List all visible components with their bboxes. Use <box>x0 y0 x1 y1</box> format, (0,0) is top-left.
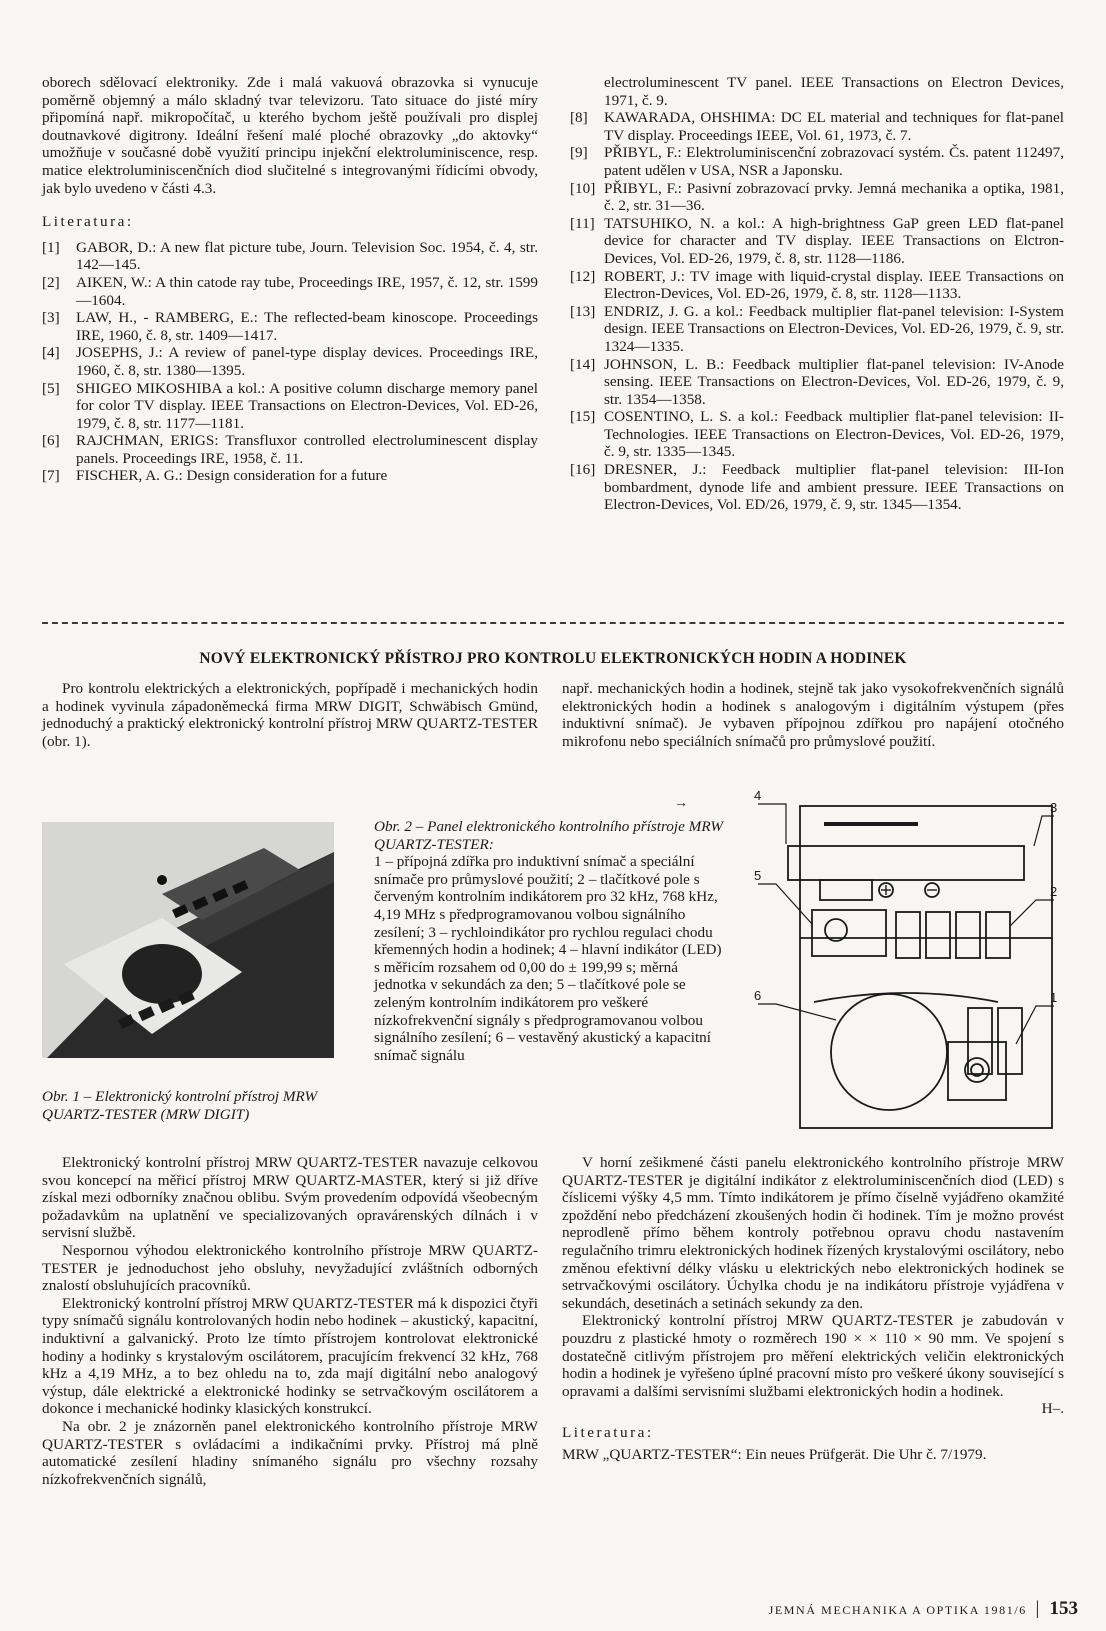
reference-item <box>570 408 1064 461</box>
literature-heading-2: Literatura: <box>562 1423 654 1441</box>
reference-item <box>42 344 538 379</box>
reference-item <box>570 109 1064 144</box>
body-paragraph: Elektronický kontrolní přístroj MRW QUARTZ-TESTER je zabudován v pouzdru z plastické hmoty o rozměrech 190 × × 110 × 90 mm. Ve spojení s dostatečně citlivým přístrojem pro měření elektrických veličin elektronických hodin a hodinek je vyřešeno úplné pracovní místo pro veškeré úkony související s opravami a dalšími servisními službami elektronických hodin a hodinek. <box>562 1312 1064 1400</box>
reference-number: [10] <box>570 179 596 197</box>
reference-item <box>570 144 1064 179</box>
figure-1-caption: Obr. 1 – Elektronický kontrolní přístroj MRW QUARTZ-TESTER (MRW DIGIT) <box>42 1088 318 1123</box>
device-photo <box>42 822 334 1058</box>
reference-item <box>570 268 1064 303</box>
reference-text: DRESNER, J.: Feedback multiplier flat-panel television: III-Ion bombardment, dynode life and ambient pressure. IEEE Transactions on Electron-Devices, Vol. ED/26, 1979, č. 9, str. 1345—1354. <box>604 461 1064 514</box>
reference-item <box>570 356 1064 409</box>
figure-2-caption <box>374 818 724 1064</box>
literature-entry: MRW „QUARTZ-TESTER“: Ein neues Prüfgerät. Die Uhr č. 7/1979. <box>562 1445 987 1463</box>
reference-item <box>42 239 538 274</box>
reference-text: PŘIBYL, F.: Elektroluminiscenční zobrazovací systém. Čs. patent 112497, patent udělen v USA, NSR a Japonsku. <box>604 144 1064 179</box>
reference-text: JOHNSON, L. B.: Feedback multiplier flat-panel television: IV-Anode sensing. IEEE Transactions on Electron-Devices, Vol. ED-26, 1979, č. 9, str. 1354—1358. <box>604 355 1064 408</box>
label-3: 3 <box>1050 800 1058 815</box>
body-paragraph: Na obr. 2 je znázorněn panel elektronického kontrolního přístroje MRW QUARTZ-TESTER s ovládacími a indikačními prvky. Přístroj má plně automatické zesílení hladiny snímaného signálu pro všechny rozsahy nízkofrekvenčních signálů, <box>42 1417 538 1488</box>
leader-6 <box>758 1004 836 1020</box>
label-6: 6 <box>754 988 762 1003</box>
reference-number: [14] <box>570 355 596 373</box>
leader-3 <box>1034 816 1054 846</box>
page-footer <box>769 1598 1078 1620</box>
leader-4 <box>758 804 786 844</box>
reference-item <box>42 380 538 433</box>
reference-item <box>42 274 538 309</box>
intro-left-paragraph: Pro kontrolu elektrických a elektronických, popřípadě i mechanických hodin a hodinek vyvinula západoněmecká firma MRW DIGIT, Schwäbisch Gmünd, jednoduchý a praktický elektronický kontrolní přístroj MRW QUARTZ-TESTER (obr. 1). <box>42 680 538 750</box>
quartz-tester-photo <box>42 822 334 1058</box>
reference-item <box>570 461 1064 514</box>
intro-paragraph: oborech sdělovací elektroniky. Zde i malá vakuová obrazovka si vynucuje poměrně objemný a málo skladný tvar televizoru. Tato situace do jisté míry připomíná např. mikropočítač, u kterého bychom ještě používali pro displej doutnavkové digitrony. Ideální řešení malé ploché obrazovky „do aktovky“ umožňuje v současné době využití principu injekční elektroluminiscence, resp. matice elektroluminiscenčních diod slučitelné s integrovanými řídicími obvody, jak bylo uvedeno v části 4.3. <box>42 74 538 197</box>
section-divider <box>42 622 1064 624</box>
reference-number: [12] <box>570 267 596 285</box>
top-right-column <box>570 74 1064 514</box>
reference-continuation: electroluminescent TV panel. IEEE Transactions on Electron Devices, 1971, č. 9. <box>604 74 1064 109</box>
reference-text: TATSUHIKO, N. a kol.: A high-brightness GaP green LED flat-panel device for character and TV display. IEEE Transactions on Elctron-Devices, Vol. ED-26, 1979, č. 8, str. 1128—1186. <box>604 214 1064 267</box>
intro-left <box>42 680 538 750</box>
figure-2-caption-title: Obr. 2 – Panel elektronického kontrolního přístroje MRW QUARTZ-TESTER: <box>374 818 723 853</box>
top-left-column <box>42 74 538 485</box>
quick-indicator <box>820 880 872 900</box>
reference-number: [6] <box>42 432 60 450</box>
reference-item <box>42 309 538 344</box>
body-paragraph: V horní zešikmené části panelu elektronického kontrolního přístroje MRW QUARTZ-TESTER je digitální indikátor z elektroluminiscenčních diod (LED) s číslicemi výšky 4,5 mm. Tímto indikátorem je přímo číselně vyjádřeno okamžité zpoždění nebo předcházení zkoušených hodin či hodinek. Tím je možno provést neprodleně přímo během kontroly potřebnou opravu chodu nastavením regulačního trimru elektronických hodinek řízených krystalovými oscilátory, nebo změnou efektivní délky vlásku u elektrických nebo elektronických hodinek se setrvačkovými oscilátory. Úchylka chodu je na indikátoru přístroje vyjádřena v sekundách, desetinách a setinách sekundy za den. <box>562 1154 1064 1312</box>
panel-diagram <box>754 788 1064 1134</box>
reference-number: [16] <box>570 461 596 479</box>
reference-text: LAW, H., - RAMBERG, E.: The reflected-beam kinoscope. Proceedings IRE, 1960, č. 8, str. 1409—1417. <box>76 309 538 344</box>
acoustic-sensor <box>831 994 947 1110</box>
label-4: 4 <box>754 788 762 803</box>
author-mark: H–. <box>1041 1400 1064 1418</box>
reference-item <box>42 467 538 485</box>
literature-heading: Literatura: <box>42 213 134 231</box>
reference-number: [1] <box>42 238 60 256</box>
reference-text: PŘIBYL, F.: Pasivní zobrazovací prvky. Jemná mechanika a optika, 1981, č. 2, str. 31—36. <box>604 179 1064 215</box>
reference-number: [9] <box>570 144 588 162</box>
page-number: 153 <box>1049 1598 1078 1619</box>
reference-number: [15] <box>570 408 596 426</box>
reference-number: [11] <box>570 214 595 232</box>
label-5: 5 <box>754 868 762 883</box>
body-paragraph: Nespornou výhodou elektronického kontrolního přístroje MRW QUARTZ-TESTER je jednoduchost jeho obsluhy, nevyžadující zvláštních odborných znalostí obsluhujících pracovníků. <box>42 1241 538 1295</box>
leader-2 <box>1010 900 1054 926</box>
reference-number: [2] <box>42 273 60 291</box>
reference-text: GABOR, D.: A new flat picture tube, Journ. Television Soc. 1954, č. 4, str. 142—145. <box>76 238 538 274</box>
reference-item <box>570 303 1064 356</box>
intro-right-paragraph: např. mechanických hodin a hodinek, stejně tak jako vysokofrekvenčních signálů elektronických hodin a hodinek s analogovým i digitálním výstupem (přes induktivní snímač). Je vybaven přípojnou zdířkou pro napájení otočného mikrofonu nebo speciálních snímačů pro průmyslové použití. <box>562 680 1064 750</box>
reference-number: [4] <box>42 344 60 362</box>
label-2: 2 <box>1050 884 1058 899</box>
reference-text: SHIGEO MIKOSHIBA a kol.: A positive column discharge memory panel for color TV display. IEEE Transactions on Electron-Devices, Vol. ED-26, 1979, č. 8, str. 1177—1181. <box>76 379 538 432</box>
body-paragraph: Elektronický kontrolní přístroj MRW QUARTZ-TESTER má k dispozici čtyři typy snímačů signálu kontrolovaných hodin nebo hodinek – akustický, kapacitní, induktivní a galvanický. Proto lze tímto přístrojem kontrolovat elektronické hodiny a hodinky s krystalovým oscilátorem, pracujícím frekvencí 32 kHz, 768 kHz a 4,19 MHz, a to bez ohledu na to, zda mají digitální nebo analogový výstup, dále elektrické a elektronické hodinky se setrvačkovým oscilátorem a dokonce i mechanické hodinky klasických konstrukcí. <box>42 1294 538 1418</box>
reference-list-left <box>42 239 538 485</box>
lf-button-group <box>812 910 886 956</box>
reference-text: COSENTINO, L. S. a kol.: Feedback multiplier flat-panel television: II-Technologies. IEEE Transactions on Electron-Devices, Vol. ED-26, 1979, č. 9, str. 1335—1345. <box>604 408 1064 461</box>
reference-text: JOSEPHS, J.: A review of panel-type display devices. Proceedings IRE, 1960, č. 8, str. 1380—1395. <box>76 344 538 379</box>
reference-text: FISCHER, A. G.: Design consideration for a future <box>76 467 388 485</box>
reference-item <box>42 432 538 467</box>
figure-2-caption-body: 1 – přípojná zdířka pro induktivní snímač a speciální snímače pro průmyslové použití; 2 – tlačítkové pole s červeným kontrolním indikátorem pro 32 kHz, 768 kHz, 4,19 MHz s předprogramovanou volbou signálního zesílení; 3 – rychloindikátor pro rychlou regulaci chodu křemenných hodin a hodinek; 4 – hlavní indikátor (LED) s měřicím rozsahem od 0,00 do ± 199,99 s; měrná jednotka v sekundách za den; 5 – tlačítkové pole se zeleným kontrolním indikátorem pro veškeré nízkofrekvenční signály s předprogramovanou volbou signálního zesílení; 6 – vestavěný akustický a kapacitní snímač signálu <box>374 853 722 1064</box>
reference-text: ENDRIZ, J. G. a kol.: Feedback multiplier flat-panel television: I-System design. IEEE Transactions on Electron-Devices, Vol. ED-26, 1979, č. 9, str. 1324—1335. <box>604 302 1064 355</box>
reference-number: [13] <box>570 302 596 320</box>
reference-item <box>570 74 1064 109</box>
reference-text: AIKEN, W.: A thin catode ray tube, Proceedings IRE, 1957, č. 12, str. 1599—1604. <box>76 273 538 309</box>
reference-number: [5] <box>42 379 60 397</box>
body-paragraph: Elektronický kontrolní přístroj MRW QUARTZ-TESTER navazuje celkovou svou koncepcí na měřicí přístroj MRW QUARTZ-MASTER, který si již dříve získal mezi odborníky značnou oblibu. Svým provedením odpovídá všeobecným požadavkům na uplatnění ve specializovaných opravárenských dílnách i v servisní službě. <box>42 1154 538 1242</box>
reference-number: [3] <box>42 309 60 327</box>
intro-right <box>562 680 1064 750</box>
body-right-column <box>562 1154 1064 1463</box>
body-left-column <box>42 1154 538 1488</box>
reference-text: KAWARADA, OHSHIMA: DC EL material and techniques for flat-panel TV display. Proceedings IEEE, Vol. 61, 1973, č. 7. <box>604 109 1064 144</box>
main-led-indicator <box>788 846 1024 880</box>
reference-list-right <box>570 74 1064 514</box>
reference-text: RAJCHMAN, ERIGS: Transfluxor controlled electroluminescent display panels. Proceedings IRE, 1958, č. 11. <box>76 432 538 467</box>
journal-name: JEMNÁ MECHANIKA A OPTIKA 1981/6 <box>768 1603 1027 1617</box>
reference-number: [8] <box>570 109 588 127</box>
leader-5 <box>758 884 812 924</box>
label-1: 1 <box>1050 990 1058 1005</box>
reference-item <box>570 180 1064 215</box>
reference-text: ROBERT, J.: TV image with liquid-crystal display. IEEE Transactions on Electron-Devices, Vol. ED-26, 1979, č. 8, str. 1128—1133. <box>604 267 1064 303</box>
reference-item <box>570 215 1064 268</box>
figure-2-arrow: → <box>674 796 688 811</box>
footer-separator: | <box>1035 1598 1041 1619</box>
reference-number: [7] <box>42 467 60 485</box>
article-title: NOVÝ ELEKTRONICKÝ PŘÍSTROJ PRO KONTROLU ELEKTRONICKÝCH HODIN A HODINEK <box>199 650 907 667</box>
